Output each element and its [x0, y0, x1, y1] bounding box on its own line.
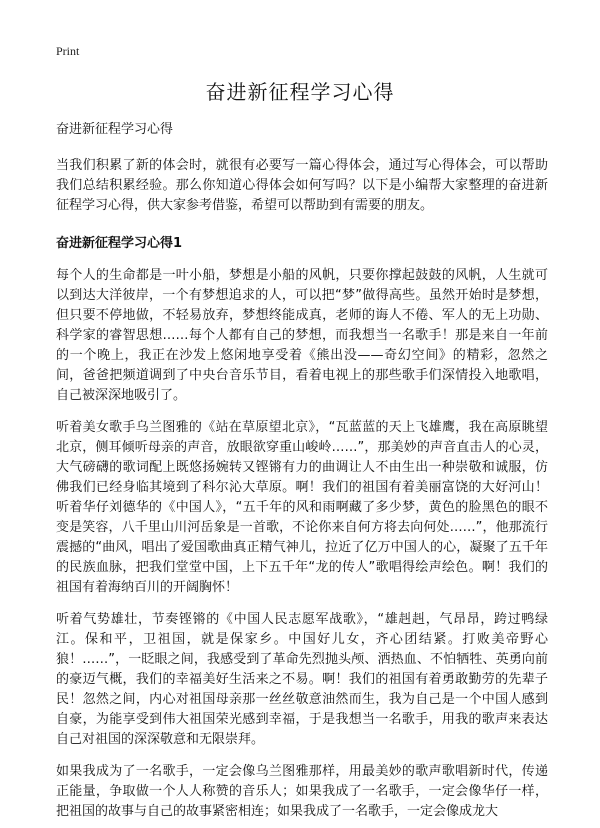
- body-paragraph-4: 如果我成为了一名歌手，一定会像乌兰图雅那样，用最美妙的歌声歌唱新时代，传递正能量，争取做一个人人称赞的音乐人；如果我成了一名歌手，一定会像华仔一样，把祖国的故事与自己的故事紧密相连；如果我成了一名歌手，一定会像成龙大: [56, 764, 548, 819]
- body-paragraph-2: 听着美女歌手乌兰图雅的《站在草原望北京》，“瓦蓝蓝的天上飞雄鹰，我在高原眺望北京，侧耳倾听母亲的声音，放眼欲穿重山峻岭……”，那美妙的声音直击人的心灵，大气磅礴的歌词配上既悠扬婉转又铿锵有力的曲调让人不由生出一种崇敬和诚服，仿佛我们已经身临其境到了科尔沁大草原。啊！我们的祖国有着美丽富饶的大好河山！听着华仔刘德华的《中国人》，“五千年的风和雨啊藏了多少梦，黄色的脸黑色的眼不变是笑容，八千里山川河岳象是一首歌，不论你来自何方将去向何处……”，他那流行震撼的“曲风，唱出了爱国歌曲真正精气神儿，拉近了亿万中国人的心，凝聚了五千年的民族血脉，把我们堂堂中国，上下五千年“龙的传人”歌唱得绘声绘色。啊！我们的祖国有着海纳百川的开阔胸怀！: [56, 420, 548, 595]
- body-paragraph-1: 每个人的生命都是一叶小船，梦想是小船的风帆，只要你撑起鼓鼓的风帆，人生就可以到达大洋彼岸，一个有梦想追求的人，可以把“梦”做得高些。虽然开始时是梦想，但只要不停地做，不轻易放弃，梦想终能成真，老师的诲人不倦、军人的无上功勋、科学家的睿智思想……每个人都有自己的梦想，而我想当一名歌手！那是来自一年前的一个晚上，我正在沙发上悠闲地享受着《熊出没——奇幻空间》的精彩，忽然之间，爸爸把频道调到了中央台音乐节目，看着电视上的那些歌手们深情投入地歌唱，自己被深深地吸引了。: [56, 268, 548, 403]
- page-title: 奋进新征程学习心得: [205, 80, 395, 104]
- intro-paragraph: 当我们积累了新的体会时，就很有必要写一篇心得体会，通过写心得体会，可以帮助我们总结积累经验。那么你知道心得体会如何写吗？以下是小编帮大家整理的奋进新征程学习心得，供大家参考借鉴，希望可以帮助到有需要的朋友。: [56, 158, 548, 213]
- print-label[interactable]: Print: [56, 44, 80, 58]
- body-paragraph-3: 听着气势雄壮，节奏铿锵的《中国人民志愿军战歌》，“雄赳赳，气昂昂，跨过鸭绿江。保和平，卫祖国，就是保家乡。中国好儿女，齐心团结紧。打败美帝野心狼！……”，一眨眼之间，我感受到了革命先烈抛头颅、洒热血、不怕牺牲、英勇向前的豪迈气概，我们的幸福美好生活来之不易。啊！我们的祖国有着勇敢勤劳的先辈子民！忽然之间，内心对祖国母亲那一丝丝敬意油然而生，我为自己是一个中国人感到自豪，为能享受到伟大祖国荣光感到幸福，于是我想当一名歌手，用我的歌声来表达自己对祖国的深深敬意和无限崇拜。: [56, 612, 548, 747]
- section-heading: 奋进新征程学习心得1: [56, 236, 183, 251]
- article-subtitle: 奋进新征程学习心得: [56, 122, 174, 137]
- article-body: [56, 120, 548, 828]
